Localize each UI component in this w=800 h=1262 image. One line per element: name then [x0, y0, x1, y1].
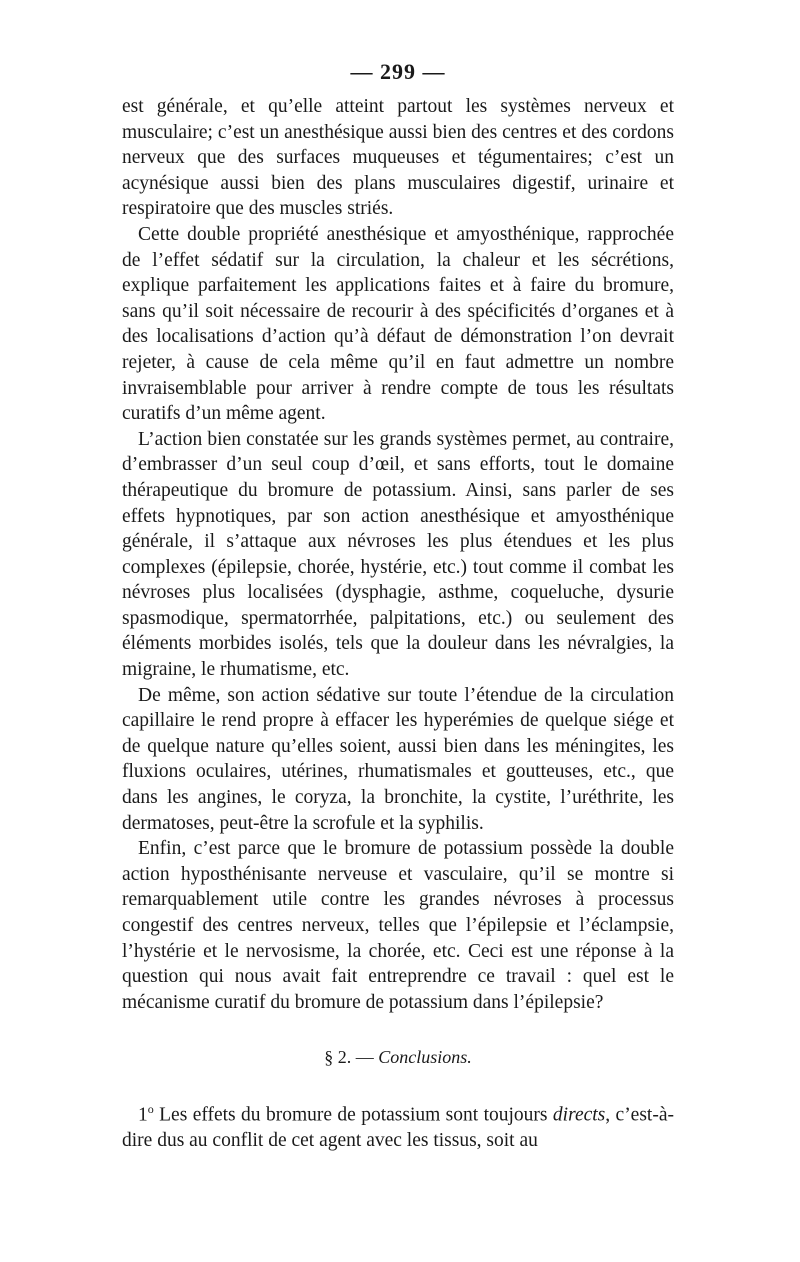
page-number: — 299 —: [350, 59, 446, 84]
section-heading: [122, 1045, 674, 1069]
paragraph-5: Enfin, c’est parce que le bromure de potassium possède la double action hyposthénisante nerveuse et vasculaire, qu’il se montre si remarquablement utile contre les grandes névroses à processus congestif des centres nerveux, telles que l’épilepsie et l’éclampsie, l’hystérie et le nervosisme, la chorée, etc. Ceci est une réponse à la question qui nous avait fait entreprendre ce travail : quel est le mécanisme curatif du bromure de potassium dans l’épilepsie?: [122, 838, 674, 1013]
book-page: [122, 58, 674, 1154]
conclusion-text-after: , c’est-à-dire dus au conflit de cet agent avec les tissus, soit au: [122, 1104, 674, 1152]
section-number: § 2. —: [324, 1047, 374, 1068]
paragraph-2: Cette double propriété anesthésique et amyosthénique, rapprochée de l’effet sédatif sur la circulation, la chaleur et les sécrétions, explique parfaitement les applications faites et à faire du bromure, sans qu’il soit nécessaire de recourir à des spécificités d’organes et à des localisations d’action qu’à défaut de démonstration l’on devrait rejeter, à cause de cela même qu’il en faut admettre un nombre invraisemblable pour arriver à rendre compte de tous les résultats curatifs d’un même agent.: [122, 223, 674, 425]
paragraph-3: L’action bien constatée sur les grands systèmes permet, au contraire, d’embrasser d’un seul coup d’œil, et sans efforts, tout le domaine thérapeutique du bromure de potassium. Ainsi, sans parler de ses effets hypnotiques, par son action anesthésique et amyosthénique générale, il s’attaque aux névroses les plus étendues et les plus complexes (épilepsie, chorée, hystérie, etc.) tout comme il combat les névroses plus localisées (dysphagie, asthme, coqueluche, dysurie spasmodique, spermatorrhée, palpitations, etc.) ou seulement des éléments morbides isolés, tels que la douleur dans les névralgies, la migraine, le rhumatisme, etc.: [122, 428, 674, 681]
conclusion-paragraph: [122, 1097, 674, 1154]
conclusion-italic-word: directs: [552, 1104, 606, 1126]
paragraph-4: De même, son action sédative sur toute l’étendue de la circulation capillaire le rend propre à effacer les hyperémies de quelque siége et de quelque nature qu’elles soient, aussi bien dans les méningites, les fluxions oculaires, utérines, rhumatismales et goutteuses, etc., que dans les angines, le coryza, la bronchite, la cystite, l’uréthrite, les dermatoses, peut-être la scrofule et la syphilis.: [122, 684, 674, 834]
conclusion-text-before: Les effets du bromure de potassium sont toujours: [153, 1104, 553, 1126]
section-title: Conclusions.: [378, 1047, 472, 1068]
conclusion-marker-sup: o: [147, 1102, 154, 1117]
paragraph-1: est générale, et qu’elle atteint partout les systèmes nerveux et musculaire; c’est un anesthésique aussi bien des centres et des cordons nerveux que des surfaces muqueuses et tégumentaires; c’est un acynésique aussi bien des plans musculaires digestif, urinaire et respiratoire que des muscles striés.: [122, 96, 674, 220]
conclusion-marker: 1: [138, 1104, 148, 1126]
